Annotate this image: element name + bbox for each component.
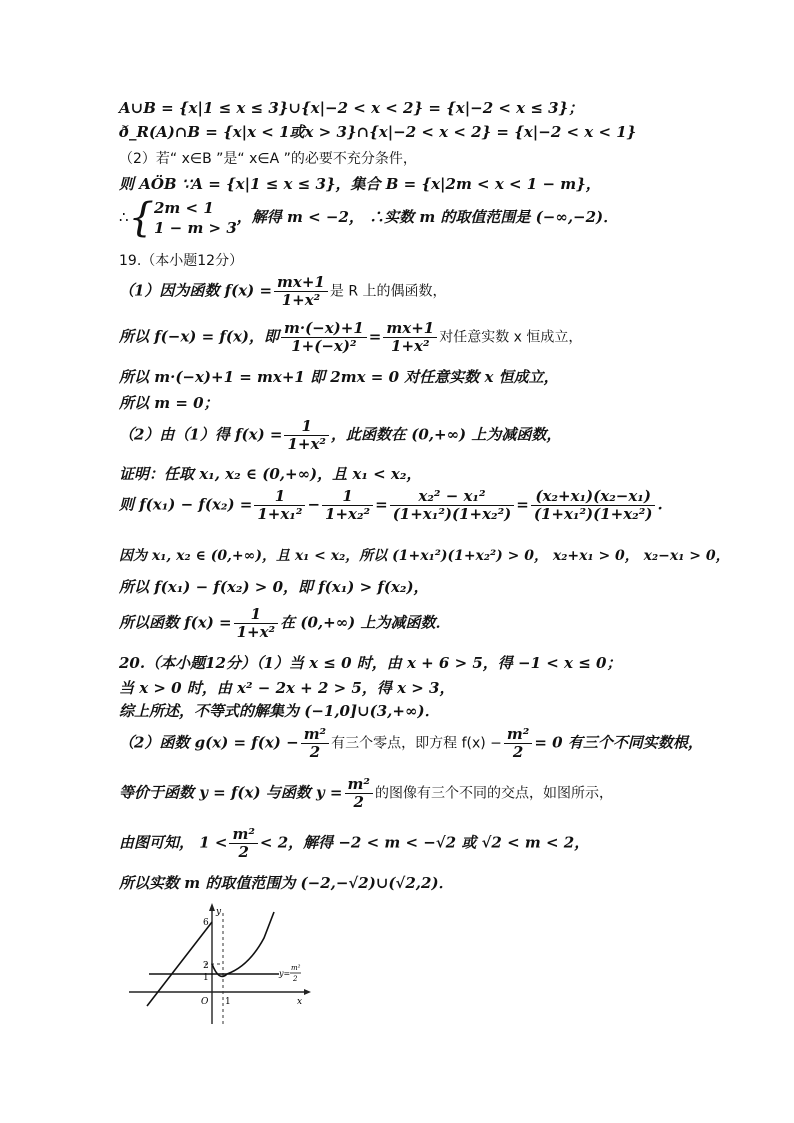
origin-label: O: [201, 997, 209, 1007]
p18-system-line: ∴{2m < 1 1 − m > 3，解得 m < −2， ∴实数 m 的取值范围是 (−∞,−2)．: [119, 195, 619, 241]
p19-line-9: 所以 f(x₁) − f(x₂) > 0，即 f(x₁) > f(x₂)，: [119, 578, 429, 596]
line-label-num: m²: [291, 964, 301, 972]
fraction: $\frac{1}{\text{1+x²}}$: [284, 418, 329, 453]
p19-line-4: 所以 m = 0；: [119, 394, 219, 412]
fraction: $\frac{mx+1}{\text{1+x²}}$: [274, 274, 328, 309]
fraction: $\frac{1}{\text{1+x₁²}}$: [254, 488, 305, 523]
fraction: $\frac{\text{x₂² − x₁²}}{\text{(1+x₁²)(1+x₂²)}}$: [390, 488, 515, 523]
p19-line-3: 所以 m·(−x)+1 = mx+1 即 2mx = 0 对任意实数 x 恒成立，: [119, 368, 559, 386]
tick-2-label: 2: [203, 961, 209, 971]
fraction: $\frac{mx+1}{\text{1+x²}}$: [383, 320, 437, 355]
p20-line-5: 等价于函数 y = f(x) 与函数 y = $\frac{\text{m²}}{2}$ 的图像有三个不同的交点，如图所示，: [119, 775, 613, 811]
p20-line-1: 20.（本小题12分）（1）当 x ≤ 0 时，由 x + 6 > 5，得 −1 < x ≤ 0；: [119, 654, 622, 672]
x-axis-label: x: [297, 997, 303, 1007]
fraction: $\frac{\text{m²}}{2}$: [229, 826, 257, 861]
fraction: $\frac{1}{\text{1+x²}}$: [234, 606, 279, 641]
p18-result: ，解得 m < −2， ∴实数 m 的取值范围是 (−∞,−2)．: [236, 208, 619, 226]
p20-line-6: 由图可知， 1 < $\frac{\text{m²}}{2}$ < 2，解得 −2 < m < −√2 或 √2 < m < 2，: [119, 825, 590, 861]
function-graph: [119, 900, 319, 1030]
p19-line-6: 证明：任取 x₁, x₂ ∈ (0,+∞)，且 x₁ < x₂，: [119, 465, 422, 483]
p18-condition-line: 则 AÖB ∵A = {x|1 ≤ x ≤ 3}，集合 B = {x|2m < x < 1 − m}，: [119, 175, 601, 193]
p20-line-2: 当 x > 0 时，由 x² − 2x + 2 > 5，得 x > 3，: [119, 679, 455, 697]
fraction: $\frac{\text{m²}}{2}$: [345, 776, 373, 811]
p18-ineq-1: 2m < 1: [154, 199, 214, 217]
p19-line-1: （1）因为函数 f(x) = $\frac{mx+1}{\text{1+x²}}$ 是 R 上的偶函数，: [119, 273, 447, 309]
p19-line-2: 所以 f(−x) = f(x)，即 $\frac{m\cdot(-x)+1}{\text{1+(−x)²}}$ = $\frac{mx+1}{\text{1+x²}}$ 对任意实数 x 恒成立，: [119, 319, 583, 355]
left-brace-icon: {: [128, 195, 154, 241]
p19-line-10: 所以函数 f(x) = $\frac{1}{\text{1+x²}}$ 在 (0,+∞) 上为减函数．: [119, 605, 451, 641]
fraction: $\frac{1}{\text{1+x₂²}}$: [322, 488, 373, 523]
p19-line-8: 因为 x₁, x₂ ∈ (0,+∞)，且 x₁ < x₂，所以 (1+x₁²)(1+x₂²) > 0， x₂+x₁ > 0， x₂−x₁ > 0，: [119, 548, 730, 564]
fraction: $\frac{\text{(x₂+x₁)(x₂−x₁)}}{\text{(1+x₁²)(1+x₂²)}}$: [531, 488, 656, 523]
p18-ineq-2: 1 − m > 3: [154, 219, 237, 237]
p19-title: 19.（本小题12分）: [119, 253, 244, 269]
p20-line-4: （2）函数 g(x) = f(x) − $\frac{\text{m²}}{2}$ 有三个零点，即方程 f(x) − $\frac{\text{m²}}{2}$ = 0 有三个不同实数根，: [119, 725, 703, 761]
fraction: $\frac{\text{m²}}{2}$: [504, 726, 532, 761]
y-arrow-icon: [209, 903, 215, 911]
p18-complement-line: ð_R(A)∩B = {x|x < 1或x > 3}∩{x|−2 < x < 2} = {x|−2 < x < 1}: [119, 123, 637, 141]
line-label-prefix: y=: [279, 969, 291, 978]
x-arrow-icon: [304, 989, 311, 995]
fraction: $\frac{m\cdot(-x)+1}{\text{1+(−x)²}}$: [281, 320, 367, 355]
line-label-den: 2: [293, 975, 298, 983]
p20-line-3: 综上所述，不等式的解集为 (−1,0]∪(3,+∞)．: [119, 702, 440, 720]
tick-1x-label: 1: [225, 997, 231, 1007]
p18-part2-line: （2）若“ x∈B ”是“ x∈A ”的必要不充分条件，: [119, 151, 417, 167]
parabola-branch: [212, 912, 274, 976]
p20-line-7: 所以实数 m 的取值范围为 (−2,−√2)∪(√2,2)．: [119, 874, 454, 892]
p19-line-5: （2）由（1）得 f(x) = $\frac{1}{\text{1+x²}}$ ，此函数在 (0,+∞) 上为减函数，: [119, 417, 562, 453]
y-axis-label: y: [216, 907, 222, 917]
p18-union-line: A∪B = {x|1 ≤ x ≤ 3}∪{x|−2 < x < 2} = {x|−2 < x ≤ 3}；: [119, 99, 584, 117]
tick-6-label: 6: [203, 918, 209, 928]
p19-line-7: 则 f(x₁) − f(x₂) = $\frac{1}{\text{1+x₁²}}$ − $\frac{1}{\text{1+x₂²}}$ = $\frac{\text{x₂² − x₁²}}{\text{(1+x₁²)(1+x₂²)}}$ = $\frac{\text{(x₂+x₁)(x₂−x₁)}}{\text{(1+x₁²)(1+x₂²)}}$ .: [119, 487, 663, 523]
fraction: $\frac{\text{m²}}{2}$: [301, 726, 329, 761]
tick-1y-label: 1: [203, 973, 209, 983]
